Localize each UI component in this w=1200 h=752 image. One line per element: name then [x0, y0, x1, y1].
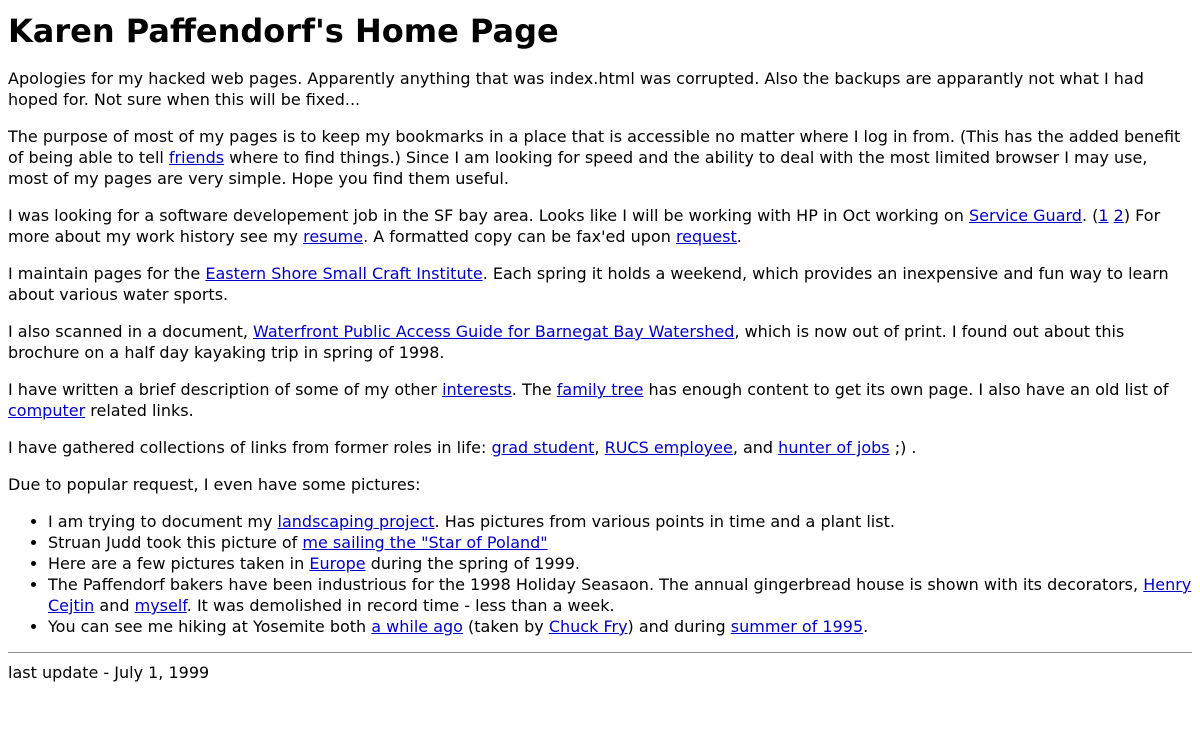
text: . (	[1081, 206, 1099, 225]
interests-link[interactable]: interests	[442, 380, 512, 399]
interests-paragraph	[8, 379, 1192, 421]
divider	[8, 652, 1192, 653]
ref-1-link[interactable]: 1	[1098, 206, 1109, 225]
computer-link[interactable]: computer	[8, 401, 86, 420]
text: I was looking for a software developement job in the SF bay area. Looks like I will be working with HP in Oct working on	[8, 206, 969, 225]
waterfront-guide-link[interactable]: Waterfront Public Access Guide for Barnegat Bay Watershed	[253, 322, 735, 341]
text: during the spring of 1999.	[365, 554, 580, 573]
resume-link[interactable]: resume	[303, 227, 364, 246]
family-tree-link[interactable]: family tree	[556, 380, 644, 399]
roles-paragraph	[8, 437, 1192, 458]
hunter-of-jobs-link[interactable]: hunter of jobs	[778, 438, 890, 457]
text: The Paffendorf bakers have been industrious for the 1998 Holiday Seasaon. The annual gingerbread house is shown with its decorators,	[48, 575, 1144, 594]
last-update: last update - July 1, 1999	[8, 663, 210, 682]
text: has enough content to get its own page. I also have an old list of	[643, 380, 1169, 399]
text: . Each spring it holds a weekend, which provides an inexpensive and fun way to learn about various water sports.	[8, 264, 1169, 304]
job-paragraph	[8, 205, 1192, 247]
a-while-ago-link[interactable]: a while ago	[371, 617, 463, 636]
text: . A formatted copy can be fax'ed upon	[363, 227, 676, 246]
escsi-link[interactable]: Eastern Shore Small Craft Institute	[205, 264, 483, 283]
list-item	[48, 553, 1192, 574]
text: I have gathered collections of links from former roles in life:	[8, 438, 492, 457]
text: I also scanned in a document,	[8, 322, 254, 341]
landscaping-project-link[interactable]: landscaping project	[277, 512, 435, 531]
text: ) and during	[627, 617, 731, 636]
pictures-intro: Due to popular request, I even have some pictures:	[8, 475, 421, 494]
text: The purpose of most of my pages is to keep my bookmarks in a place that is accessible no matter where I log in from. (This has the added benefit of being able to tell	[8, 127, 1181, 167]
text: You can see me hiking at Yosemite both	[48, 617, 372, 636]
text: ) For more about my work history see my	[8, 206, 1161, 246]
page	[0, 12, 1200, 683]
henry-cejtin-link[interactable]: Henry Cejtin	[48, 575, 1192, 615]
list-item	[48, 511, 1192, 532]
text: I have written a brief description of some of my other	[8, 380, 443, 399]
text: , and	[732, 438, 779, 457]
ref-2-link[interactable]: 2	[1113, 206, 1124, 225]
text: Struan Judd took this picture of	[48, 533, 303, 552]
myself-link[interactable]: myself	[134, 596, 187, 615]
text: . The	[511, 380, 557, 399]
pictures-list	[8, 511, 1192, 637]
text: (taken by	[462, 617, 549, 636]
text: related links.	[85, 401, 194, 420]
grad-student-link[interactable]: grad student	[491, 438, 595, 457]
text: ,	[594, 438, 605, 457]
summer-1995-link[interactable]: summer of 1995	[730, 617, 864, 636]
text: . It was demolished in record time - less than a week.	[186, 596, 615, 615]
text: I maintain pages for the	[8, 264, 206, 283]
list-item	[48, 532, 1192, 553]
text: .	[863, 617, 869, 636]
service-guard-link[interactable]: Service Guard	[968, 206, 1082, 225]
text: where to find things.) Since I am looking for speed and the ability to deal with the most limited browser I may use, most of my pages are very simple. Hope you find them useful.	[8, 148, 1148, 188]
text: .	[736, 227, 742, 246]
list-item	[48, 616, 1192, 637]
text: and	[94, 596, 135, 615]
apology-paragraph: Apologies for my hacked web pages. Apparently anything that was index.html was corrupted. Also the backups are apparantly not what I had hoped for. Not sure when this will be fixed...	[8, 69, 1144, 109]
europe-link[interactable]: Europe	[309, 554, 366, 573]
text: . Has pictures from various points in time and a plant list.	[434, 512, 895, 531]
text: , which is now out of print. I found out about this brochure on a half day kayaking trip in spring of 1998.	[8, 322, 1125, 362]
rucs-employee-link[interactable]: RUCS employee	[604, 438, 733, 457]
sailing-picture-link[interactable]: me sailing the "Star of Poland"	[302, 533, 548, 552]
text: I am trying to document my	[48, 512, 278, 531]
chuck-fry-link[interactable]: Chuck Fry	[548, 617, 628, 636]
page-title: Karen Paffendorf's Home Page	[8, 12, 559, 50]
guide-paragraph	[8, 321, 1192, 363]
purpose-paragraph	[8, 126, 1192, 189]
request-link[interactable]: request	[675, 227, 737, 246]
list-item	[48, 574, 1192, 616]
text: Here are a few pictures taken in	[48, 554, 310, 573]
friends-link[interactable]: friends	[168, 148, 225, 167]
text: ;) .	[889, 438, 917, 457]
escsi-paragraph	[8, 263, 1192, 305]
